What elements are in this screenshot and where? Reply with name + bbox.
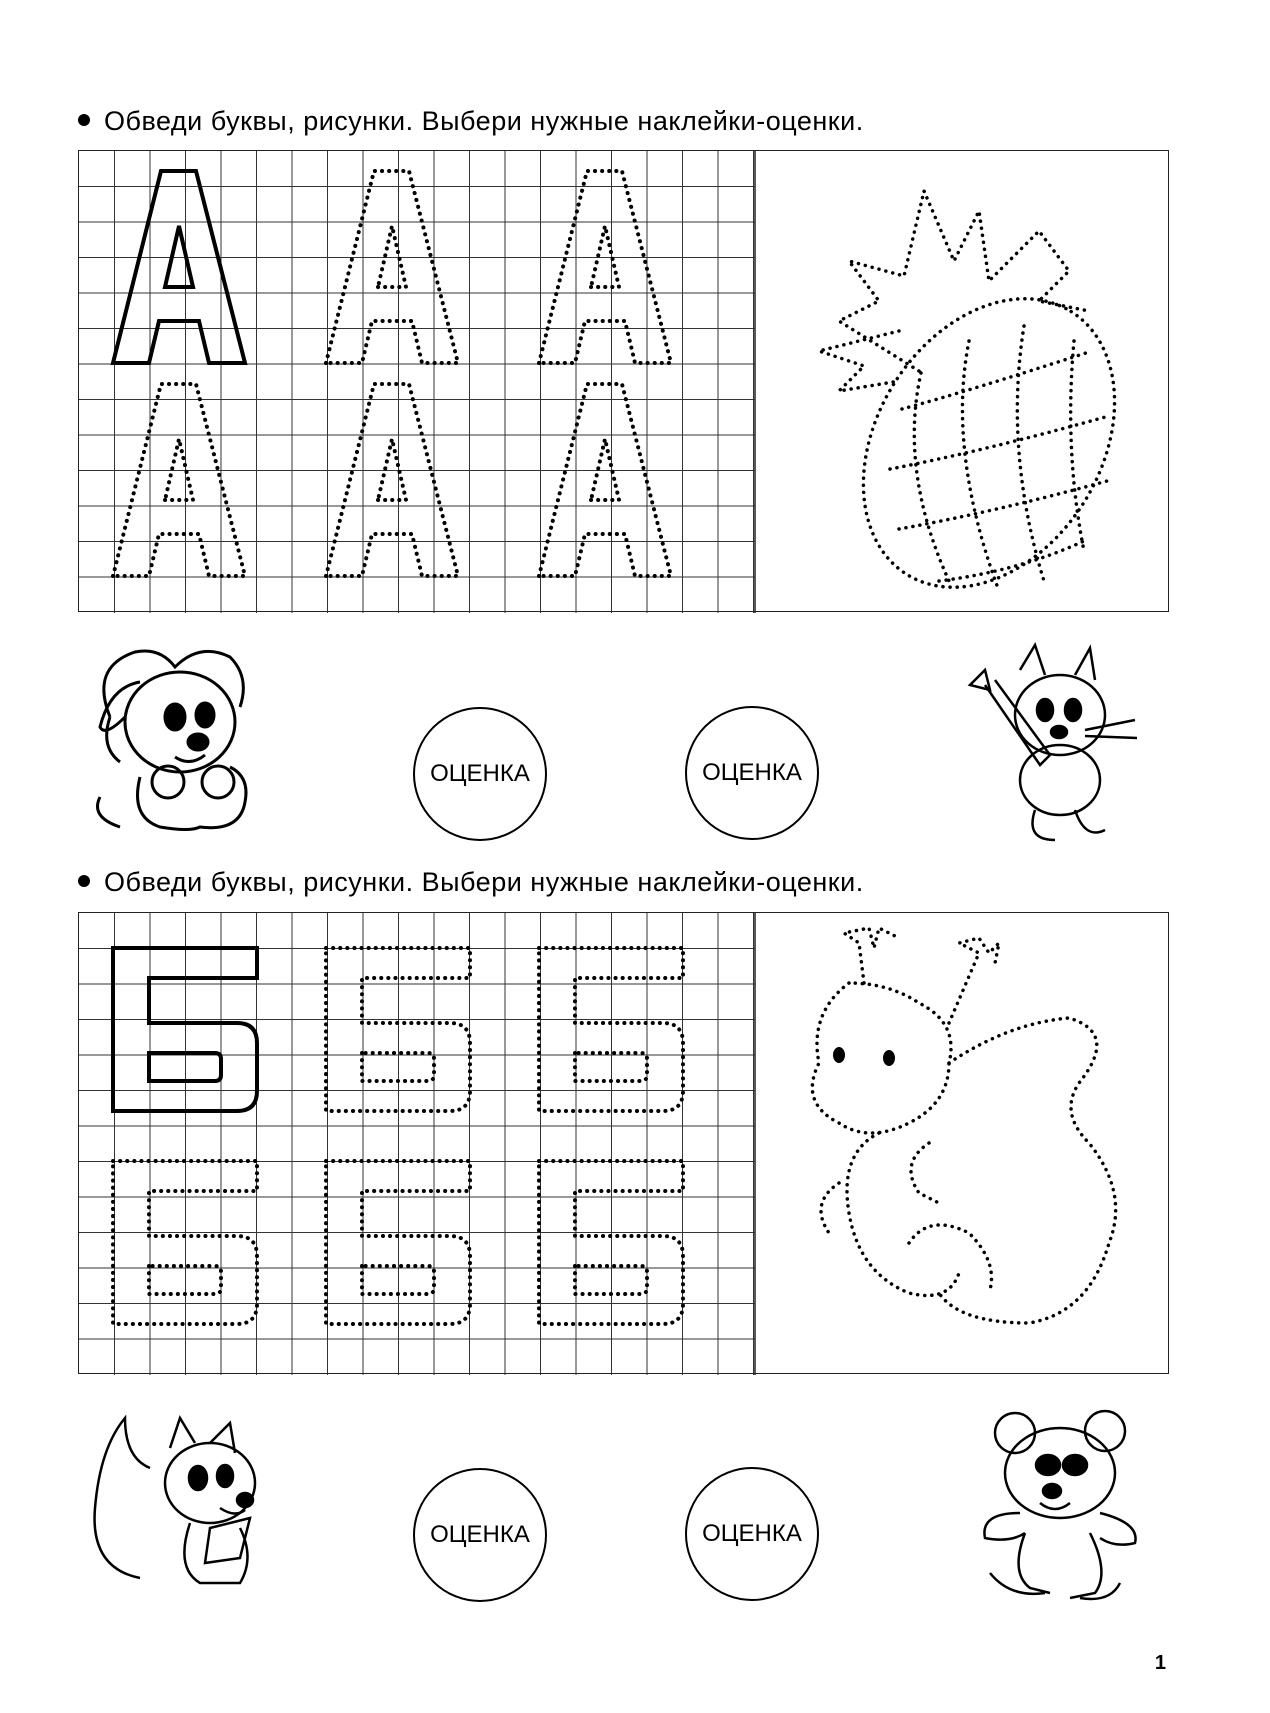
squirrel-with-book-icon [80, 1398, 270, 1598]
bullet-icon [78, 114, 90, 126]
letter-a-dotted[interactable] [539, 171, 671, 363]
grade-sticker-slot-1[interactable] [413, 707, 547, 841]
pineapple-tracing-icon[interactable] [812, 191, 1166, 613]
squirrel-tracing-icon[interactable] [812, 928, 1115, 1323]
squirrel-mascot [80, 1398, 270, 1603]
tracing-panel-letter-a [78, 150, 1169, 612]
grade-label: ОЦЕНКА [702, 759, 802, 786]
tracing-panel-letter-b [78, 912, 1169, 1374]
grade-label: ОЦЕНКА [430, 760, 530, 787]
grade-sticker-slot-3[interactable] [413, 1468, 547, 1602]
letter-a-dotted[interactable] [326, 384, 458, 576]
puppy-icon [80, 627, 270, 837]
kitten-mascot [965, 640, 1150, 850]
grade-label: ОЦЕНКА [702, 1520, 802, 1547]
page-number: 1 [1154, 1652, 1166, 1674]
letter-a-solid[interactable] [113, 171, 245, 363]
letter-a-dotted[interactable] [113, 384, 245, 576]
grid-and-letters [79, 151, 1170, 613]
grade-sticker-slot-2[interactable] [685, 706, 819, 840]
instruction-1 [78, 106, 864, 137]
instruction-2 [78, 867, 864, 898]
letter-a-dotted[interactable] [539, 384, 671, 576]
bullet-icon [78, 875, 90, 887]
grade-sticker-slot-4[interactable] [685, 1467, 819, 1601]
letter-a-dotted[interactable] [326, 171, 458, 363]
bear-cub-icon [970, 1403, 1145, 1603]
kitten-with-carrot-icon [965, 640, 1150, 845]
instruction-text: Обведи буквы, рисунки. Выбери нужные наклейки-оценки. [104, 867, 864, 897]
grade-label: ОЦЕНКА [430, 1521, 530, 1548]
bear-mascot [970, 1403, 1145, 1608]
instruction-text: Обведи буквы, рисунки. Выбери нужные наклейки-оценки. [104, 106, 864, 136]
grid-and-letters [79, 913, 1170, 1375]
puppy-mascot [80, 627, 270, 842]
